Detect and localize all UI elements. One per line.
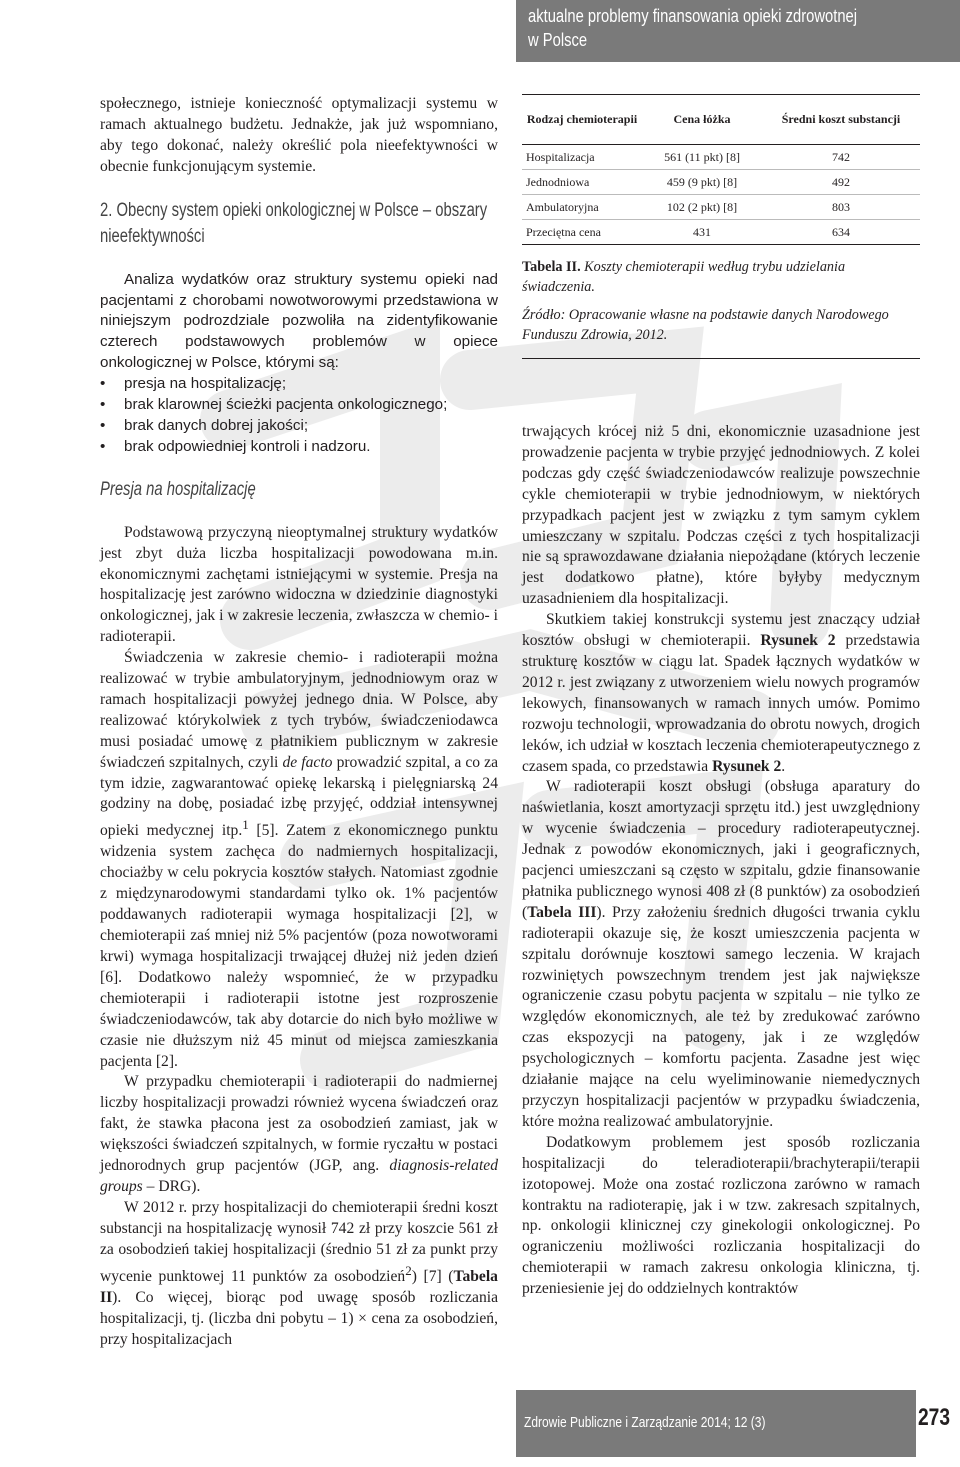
cost-table-container bbox=[522, 94, 920, 245]
left-column bbox=[100, 94, 498, 1350]
page-number: 273 bbox=[918, 1404, 951, 1431]
caption-text: Koszty chemioterapii według trybu udzielania świadczenia. bbox=[522, 259, 846, 295]
table-cell: Ambulatoryjna bbox=[522, 195, 642, 220]
section-heading: 2. Obecny system opieki onkologicznej w Polsce – obszary nieefektywności bbox=[100, 199, 488, 247]
body-paragraph: trwających krócej niż 5 dni, ekonomicznie uzasadnione jest prowadzenie pacjenta w trybie przyjęć jednodniowych. Z kolei podczas gdy część świadczeniodawców realizuje powszechnie cykle chemioterapii w trybie jednodniowym, w niektórych przypadkach pacjent jest w związku z tym samym cyklem umieszczany w szpitalu. Podczas części z tych hospitalizacji nie są sprawozdawane działania niepożądane (których leczenie jest dodatkowo płatne), które byłyby medycznym uzasadnieniem dla hospitalizacji. bbox=[522, 423, 920, 608]
chemotherapy-cost-table bbox=[522, 94, 920, 245]
table-reference: Tabela III bbox=[527, 903, 597, 921]
right-column bbox=[522, 422, 920, 1300]
table-cell: 634 bbox=[762, 220, 920, 245]
table-header-row bbox=[522, 95, 920, 145]
figure-reference: Rysunek 2 bbox=[760, 632, 836, 650]
body-paragraph: Dodatkowym problemem jest sposób rozliczania hospitalizacji do teleradioterapii/brachyterapii/terapii izotopowej. Może ona zostać rozliczona zarówno w ramach kontraktu na radioterapię, jak i w tzw. zakresach szpitalnych, np. onkologii klinicznej czy ginekologii onkologicznej. Po ograniczeniu możliwości rozliczania hospitalizacji do chemioterapii w ramach zakresu onkologia kliniczna, tj. przeniesienie jej do oddzielnych kontraktów bbox=[522, 1133, 920, 1298]
body-paragraph: W 2012 r. przy hospitalizacji do chemioterapii średni koszt substancji na hospitalizację wynosił 742 zł przy koszcie 561 zł za osobodzień takiej hospitalizacji (średnio 51 zł za punkt przy wycenie punktowej 11 punktów za osobodzień$^2$) [7] (Tabela II). Co więcej, biorąc pod uwagę sposób rozliczania hospitalizacji, tj. (liczba dni pobytu – 1) × cena za osobodzień, przy hospitalizacjach bbox=[100, 1198, 498, 1348]
table-cell: 742 bbox=[762, 145, 920, 170]
figure-reference: Rysunek 2 bbox=[712, 757, 782, 775]
table-cell: 431 bbox=[642, 220, 762, 245]
list-item: • presja na hospitalizację; bbox=[100, 374, 498, 395]
table-row bbox=[522, 220, 920, 245]
table-cell: 459 (9 pkt) [8] bbox=[642, 170, 762, 195]
body-paragraph: Skutkiem takiej konstrukcji systemu jest znaczący udział kosztów obsługi w chemioterapii. Rysunek 2 przedstawia strukturę kosztów w ciągu lat. Spadek łącznych wydatków w 2012 r. jest związany z utworzeniem wielu nowych programów lekowych, finansowanych w ramach innych umów. Pomimo rozwoju technologii, wprowadzania do obrotu nowych, drogich leków, ich udział w kosztach leczenia chemioterapeutycznego z czasem spada, co przedstawia Rysunek 2. bbox=[522, 611, 920, 775]
header-title-line1: aktualne problemy finansowania opieki zdrowotnej bbox=[528, 6, 858, 26]
table-header-cell: Średni koszt substancji bbox=[762, 95, 920, 145]
header-title-line2: w Polsce bbox=[528, 30, 588, 50]
body-paragraph: Świadczenia w zakresie chemio- i radioterapii można realizować w trybie ambulatoryjnym, jednodniowym oraz w ramach hospitalizacji powyżej jednego dnia. W Polsce, aby realizować którykolwiek z tych trybów, świadczeniodawca musi posiadać umowę z płatnikiem publicznym w zakresie świadczeń szpitalnych, czyli de facto prowadzić szpital, a co za tym idzie, zagwarantować opiekę lekarską i pielęgniarską 24 godziny na dobę, posiadać izbę przyjęć, oddział intensywnej opieki medycznej itp.$^1$ [5]. Zatem z ekonomicznego punktu widzenia system zachęca do nadmiernych hospitalizacji, chociażby w celu pokrycia kosztów stałych. Natomiast zgodnie z międzynarodowymi standardami tylko ok. 1% pacjentów poddawanych radioterapii wymaga hospitalizacji [2], w chemioterapii zaś mniej niż 5% pacjentów (poza nowotworami krwi) wymaga hospitalizacji trwającej dłużej niż jeden dzień [6]. Dodatkowo należy wspomnieć, że w przypadku chemioterapii i radioterapii istotne jest rozproszenie świadczeniodawców, tak aby dotarcie do nich było możliwe w czasie nie dłuższym niż 45 minut od miejsca zamieszkania pacjenta [2]. bbox=[100, 649, 498, 1070]
caption-divider bbox=[522, 358, 920, 359]
list-item: • brak danych dobrej jakości; bbox=[100, 416, 498, 437]
table-row bbox=[522, 195, 920, 220]
intro-paragraph: społecznego, istnieje konieczność optymalizacji systemu w ramach aktualnego budżetu. Jednakże, jak już wspomniano, aby tego dokonać, należy określić pola nieefektywności w obecnie funkcjonującym systemie. bbox=[100, 95, 498, 175]
table-row bbox=[522, 170, 920, 195]
analysis-paragraph: Analiza wydatków oraz struktury systemu opieki nad pacjentami z chorobami nowotworowymi przedstawiona w niniejszym podrozdziale pozwoliła na zidentyfikowanie czterech podstawowych problemów w opiece onkologicznej w Polsce, którymi są: bbox=[100, 270, 498, 372]
table-header-cell: Rodzaj chemioterapii bbox=[522, 95, 642, 145]
problem-list bbox=[100, 374, 498, 458]
table-cell: Jednodniowa bbox=[522, 170, 642, 195]
body-paragraph: W przypadku chemioterapii i radioterapii do nadmiernej liczby hospitalizacji prowadzi również wycena świadczeń oraz fakt, że stawka płacona jest za osobodzień zamiast, jak w większości świadczeń szpitalnych, w formie ryczałtu w postaci jednorodnych grup pacjentów (JGP, ang. diagnosis-related groups – DRG). bbox=[100, 1073, 498, 1195]
table-cell: Przeciętna cena bbox=[522, 220, 642, 245]
body-paragraph: W radioterapii koszt obsługi (obsługa aparatury do naświetlania, koszt amortyzacji sprzętu itd.) jest uwzględniony w wycenie świadczenia – procedury radioterapeutycznej. Jednak z powodów ekonomicznych, jaki i geograficznych, pacjenci umieszczani są często w szpitalu, gdzie finansowanie płatnika publicznego wynosi 408 zł (8 punktów) za osobodzień (Tabela III). Przy założeniu średnich długości trwania cyklu radioterapii okazuje się, że koszt umieszczenia pacjenta w szpitalu dorównuje kosztowi samego leczenia. W krajach rozwiniętych powszechnym trendem jest jak największe ograniczenie czasu pobytu pacjenta w szpitalu – nie tylko ze względów ekonomicznych, ale też by zredukować zarówno czas ekspozycji na patogeny, jak i ze względów psychologicznych – komfortu pacjenta. Zasadne jest więc działanie mające na celu wyeliminowanie niemedycznych przyczyn hospitalizacji pacjentów w przypadku świadczenia, które można realizować ambulatoryjnie. bbox=[522, 778, 920, 1130]
body-paragraph: Podstawową przyczyną nieoptymalnej struktury wydatków jest zbyt duża liczba hospitalizacji powodowana m.in. ekonomicznymi zachętami istniejącymi w systemie. Presja na hospitalizację jest zarówno widoczna w dziedzinie diagnostyki onkologicznej, jak i w zakresie leczenia, zwłaszcza w chemio- i radioterapii. bbox=[100, 523, 498, 646]
caption-source: Źródło: Opracowanie własne na podstawie danych Narodowego Funduszu Zdrowia, 2012. bbox=[522, 307, 889, 343]
table-cell: 492 bbox=[762, 170, 920, 195]
table-caption bbox=[522, 258, 920, 345]
table-header-cell: Cena łóżka bbox=[642, 95, 762, 145]
table-cell: 561 (11 pkt) [8] bbox=[642, 145, 762, 170]
list-item: • brak klarownej ścieżki pacjenta onkologicznego; bbox=[100, 395, 498, 416]
table-cell: Hospitalizacja bbox=[522, 145, 642, 170]
caption-label: Tabela II. bbox=[522, 259, 581, 275]
subsection-heading: Presja na hospitalizację bbox=[100, 478, 256, 500]
table-cell: 803 bbox=[762, 195, 920, 220]
journal-citation: Zdrowie Publiczne i Zarządzanie 2014; 12 (3) bbox=[524, 1414, 766, 1431]
table-row bbox=[522, 145, 920, 170]
table-cell: 102 (2 pkt) [8] bbox=[642, 195, 762, 220]
table-reference: Tabela II bbox=[100, 1267, 498, 1306]
list-item: • brak odpowiedniej kontroli i nadzoru. bbox=[100, 437, 498, 458]
